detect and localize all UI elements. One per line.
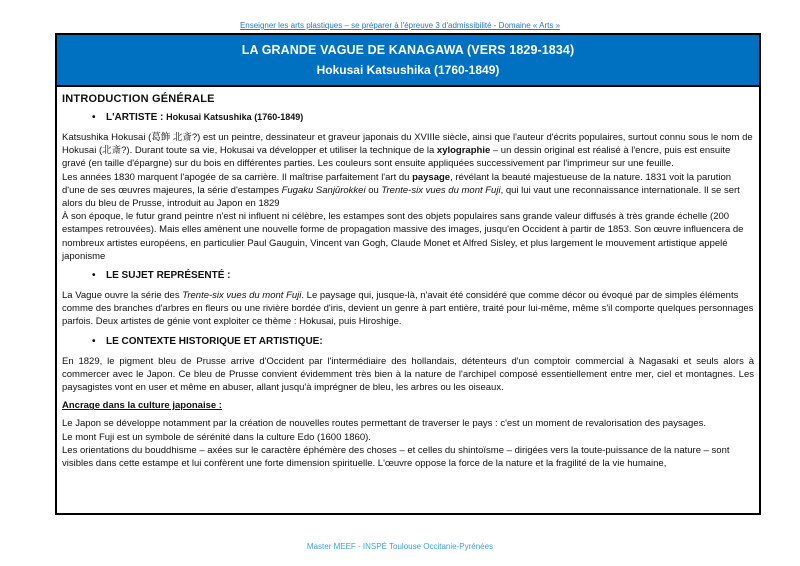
page-header [0,15,800,33]
doc-blocks [62,112,754,470]
paragraph [62,171,754,211]
text-run: Hokusai Katsushika (1760-1849) [166,112,304,122]
bullet-heading [62,112,754,123]
paragraph [62,417,754,430]
paragraph [62,355,754,395]
paragraph [62,131,754,171]
text-run: Trente-six vues du mont Fuji [381,184,501,196]
text-run: xylographie [436,145,491,157]
text-run: L'ARTISTE : [106,112,167,123]
text-run: Les orientations du bouddhisme – axées sur le caractère éphémère des choses – et celles du shintoïsme – dirigées vers la toute-puissance de la nature – sont visibles dans cette estampe et lui confèrent une forte dimension spirituelle. L'œuvre oppose la force de la nature et la fragilité de la vie humaine, [62,444,730,470]
text-run: ou [365,184,382,196]
text-run: Ancrage dans la culture japonaise : [62,400,222,412]
paragraph [62,289,754,329]
paragraph [62,431,754,444]
paragraph [62,210,754,263]
text-run: En 1829, le pigment bleu de Prusse arrive d'Occident par l'intermédiaire des hollandais, détenteurs d'un comptoir commercial à Nagasaki et seuls alors à commercer avec le Japon. Ce bleu de Prusse convient évidemment très bien à la nature de l'archipel composé essentiellement entre mer, ciel et montagnes. Les paysagistes vont en user et même en abuser, allant jusqu'à imprégner de bleu, les arbres ou les oiseaux. [62,355,754,394]
text-run: paysage [412,171,451,183]
text-run: Les années 1830 marquent l'apogée de sa carrière. Il maîtrise parfaitement l'art du [62,171,413,183]
paragraph [62,444,754,470]
text-run: À son époque, le futur grand peintre n'est ni influent ni célèbre, les estampes sont des objets populaires sans grande valeur diffusés à très grande échelle (200 estampes retrouvées). Mais elles amènent une nouvelle forme de propagation massive des images, jusqu'en Occident à partir de 1853. Son œuvre influencera de nombreux artistes européens, en particulier Paul Gauguin, Vincent van Gogh, Claude Monet et Alfred Sisley, et plus largement le mouvement artistique appelé japonisme [62,211,744,262]
header-breadcrumb-link[interactable]: Enseigner les arts plastiques – se préparer à l'épreuve 3 d'admissibilité - Domaine « Arts » [239,21,561,30]
text-run: Trente-six vues du mont Fuji [182,290,302,302]
footer-text: Master MEEF - INSPÉ Toulouse Occitanie-Pyrénées [306,542,494,551]
banner-title-line2: Hokusai Katsushika (1760-1849) [316,62,500,77]
text-run: Fugaku Sanjūrokkei [281,184,366,196]
banner-title-line1: LA GRANDE VAGUE DE KANAGAWA (VERS 1829-1834) [241,43,575,58]
section-title: INTRODUCTION GÉNÉRALE [62,93,215,105]
text-run: Le Japon se développe notamment par la création de nouvelles routes permettant de traverser le pays : c'est un moment de revalorisation des paysages. [62,418,706,430]
text-run: . Le paysage qui, jusque-là, n'avait été considéré que comme décor ou évoqué par de simples éléments comme des branches d'arbres en fleurs ou une rivière bordée d'iris, devient un genre à part entière, traité pour lui-même, même s'il comporte quelques personnages parfois. Deux artistes de génie vont exploiter ce thème : Hokusai, puis Hiroshige. [62,290,754,328]
underlined-heading [62,399,754,412]
text-run: LE CONTEXTE HISTORIQUE ET ARTISTIQUE: [106,335,323,347]
text-run: Le mont Fuji est un symbole de sérénité dans la culture Edo (1600 1860). [62,431,371,443]
title-banner [55,33,761,85]
text-run: , qui lui vaut une reconnaissance internationale. Il se sert alors du bleu de Prusse, introduit au Japon en 1829 [62,184,740,210]
text-run: , révélant la beauté majestueuse de la nature. 1831 voit la parution d'une de ses œuvres majeures, la série d'estampes [62,171,732,196]
text-run: – un dessin original est réalisé à l'encre, puis est ensuite gravé (en taille d'épargne) sur du bois en différentes parties. Les couleurs sont ensuite appliquées successivement par l'imprimeur sur une feuille. [62,145,731,170]
text-run: LE SUJET REPRÉSENTÉ : [106,270,231,282]
text-run: Katsushika Hokusai (葛飾 北斎?) est un peintre, dessinateur et graveur japonais du XVIIIe siècle, ainsi que l'auteur d'écrits populaires, surtout connu sous le nom de Hokusai (北斎?). Durant toute sa vie, Hokusai va développer et utiliser la technique de la [62,132,753,157]
bullet-heading [62,270,754,281]
bullet-heading [62,336,754,347]
text-run: La Vague ouvre la série des [62,290,183,302]
document-body-box [55,85,761,515]
page-footer [0,536,800,554]
